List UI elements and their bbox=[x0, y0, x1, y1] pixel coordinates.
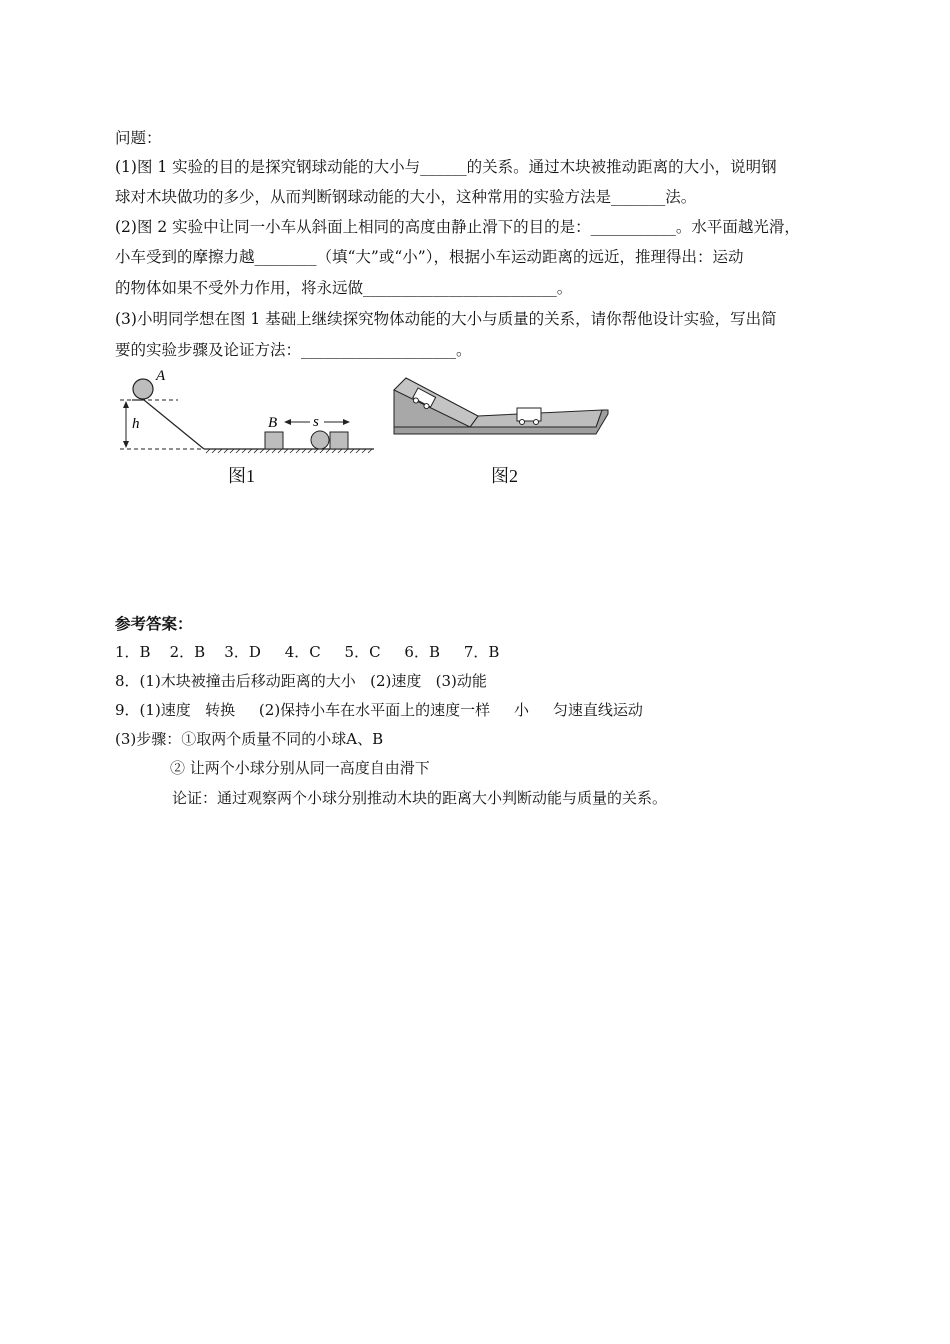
questions-header: 问题： bbox=[115, 129, 162, 147]
figure-1-caption: 图1 bbox=[228, 466, 255, 486]
ball-final bbox=[311, 431, 329, 449]
ground-hatching bbox=[206, 449, 372, 453]
answer-line-3: 9．(1)速度 转换 (2)保持小车在水平面上的速度一样 小 匀速直线运动 bbox=[115, 701, 643, 719]
question-3-line-1: (3)小明同学想在图 1 基础上继续探究物体动能的大小与质量的关系，请你帮他设计实验，写出简 bbox=[115, 310, 777, 328]
question-2-line-2: 小车受到的摩擦力越________（填“大”或“小”），根据小车运动距离的远近，推理得出：运动 bbox=[115, 248, 744, 266]
label-b: B bbox=[268, 415, 278, 431]
ramp-slope bbox=[144, 400, 204, 449]
figure-2-caption: 图2 bbox=[491, 466, 518, 486]
block-b-initial bbox=[265, 432, 283, 449]
answer-line-4: (3)步骤：①取两个质量不同的小球A、B bbox=[115, 730, 384, 748]
ball-a bbox=[133, 379, 153, 399]
answer-line-1: 1．B 2．B 3．D 4．C 5．C 6．B 7．B bbox=[115, 643, 500, 661]
label-a: A bbox=[156, 368, 166, 384]
label-h: h bbox=[132, 416, 140, 432]
question-3-line-2: 要的实验步骤及论证方法：____________________。 bbox=[115, 341, 472, 359]
answers-header: 参考答案： bbox=[115, 614, 193, 633]
answer-line-6: 论证：通过观察两个小球分别推动木块的距离大小判断动能与质量的关系。 bbox=[172, 789, 668, 807]
label-s: s bbox=[313, 414, 319, 430]
block-b-final bbox=[330, 432, 348, 449]
question-1-line-1: (1)图 1 实验的目的是探究钢球动能的大小与______的关系。通过木块被推动距离的大小，说明钢 bbox=[115, 158, 777, 176]
question-2-line-3: 的物体如果不受外力作用，将永远做_________________________。 bbox=[115, 279, 573, 297]
question-1-line-2: 球对木块做功的多少，从而判断钢球动能的大小，这种常用的实验方法是_______法。 bbox=[115, 188, 697, 206]
figure-2-diagram bbox=[388, 372, 613, 442]
answer-line-5: ② 让两个小球分别从同一高度自由滑下 bbox=[170, 759, 430, 777]
figure-1-diagram bbox=[112, 362, 382, 462]
answer-line-2: 8．(1)木块被撞击后移动距离的大小 (2)速度 (3)动能 bbox=[115, 672, 487, 690]
question-2-line-1: (2)图 2 实验中让同一小车从斜面上相同的高度由静止滑下的目的是：___________。水平面越光滑， bbox=[115, 218, 800, 236]
